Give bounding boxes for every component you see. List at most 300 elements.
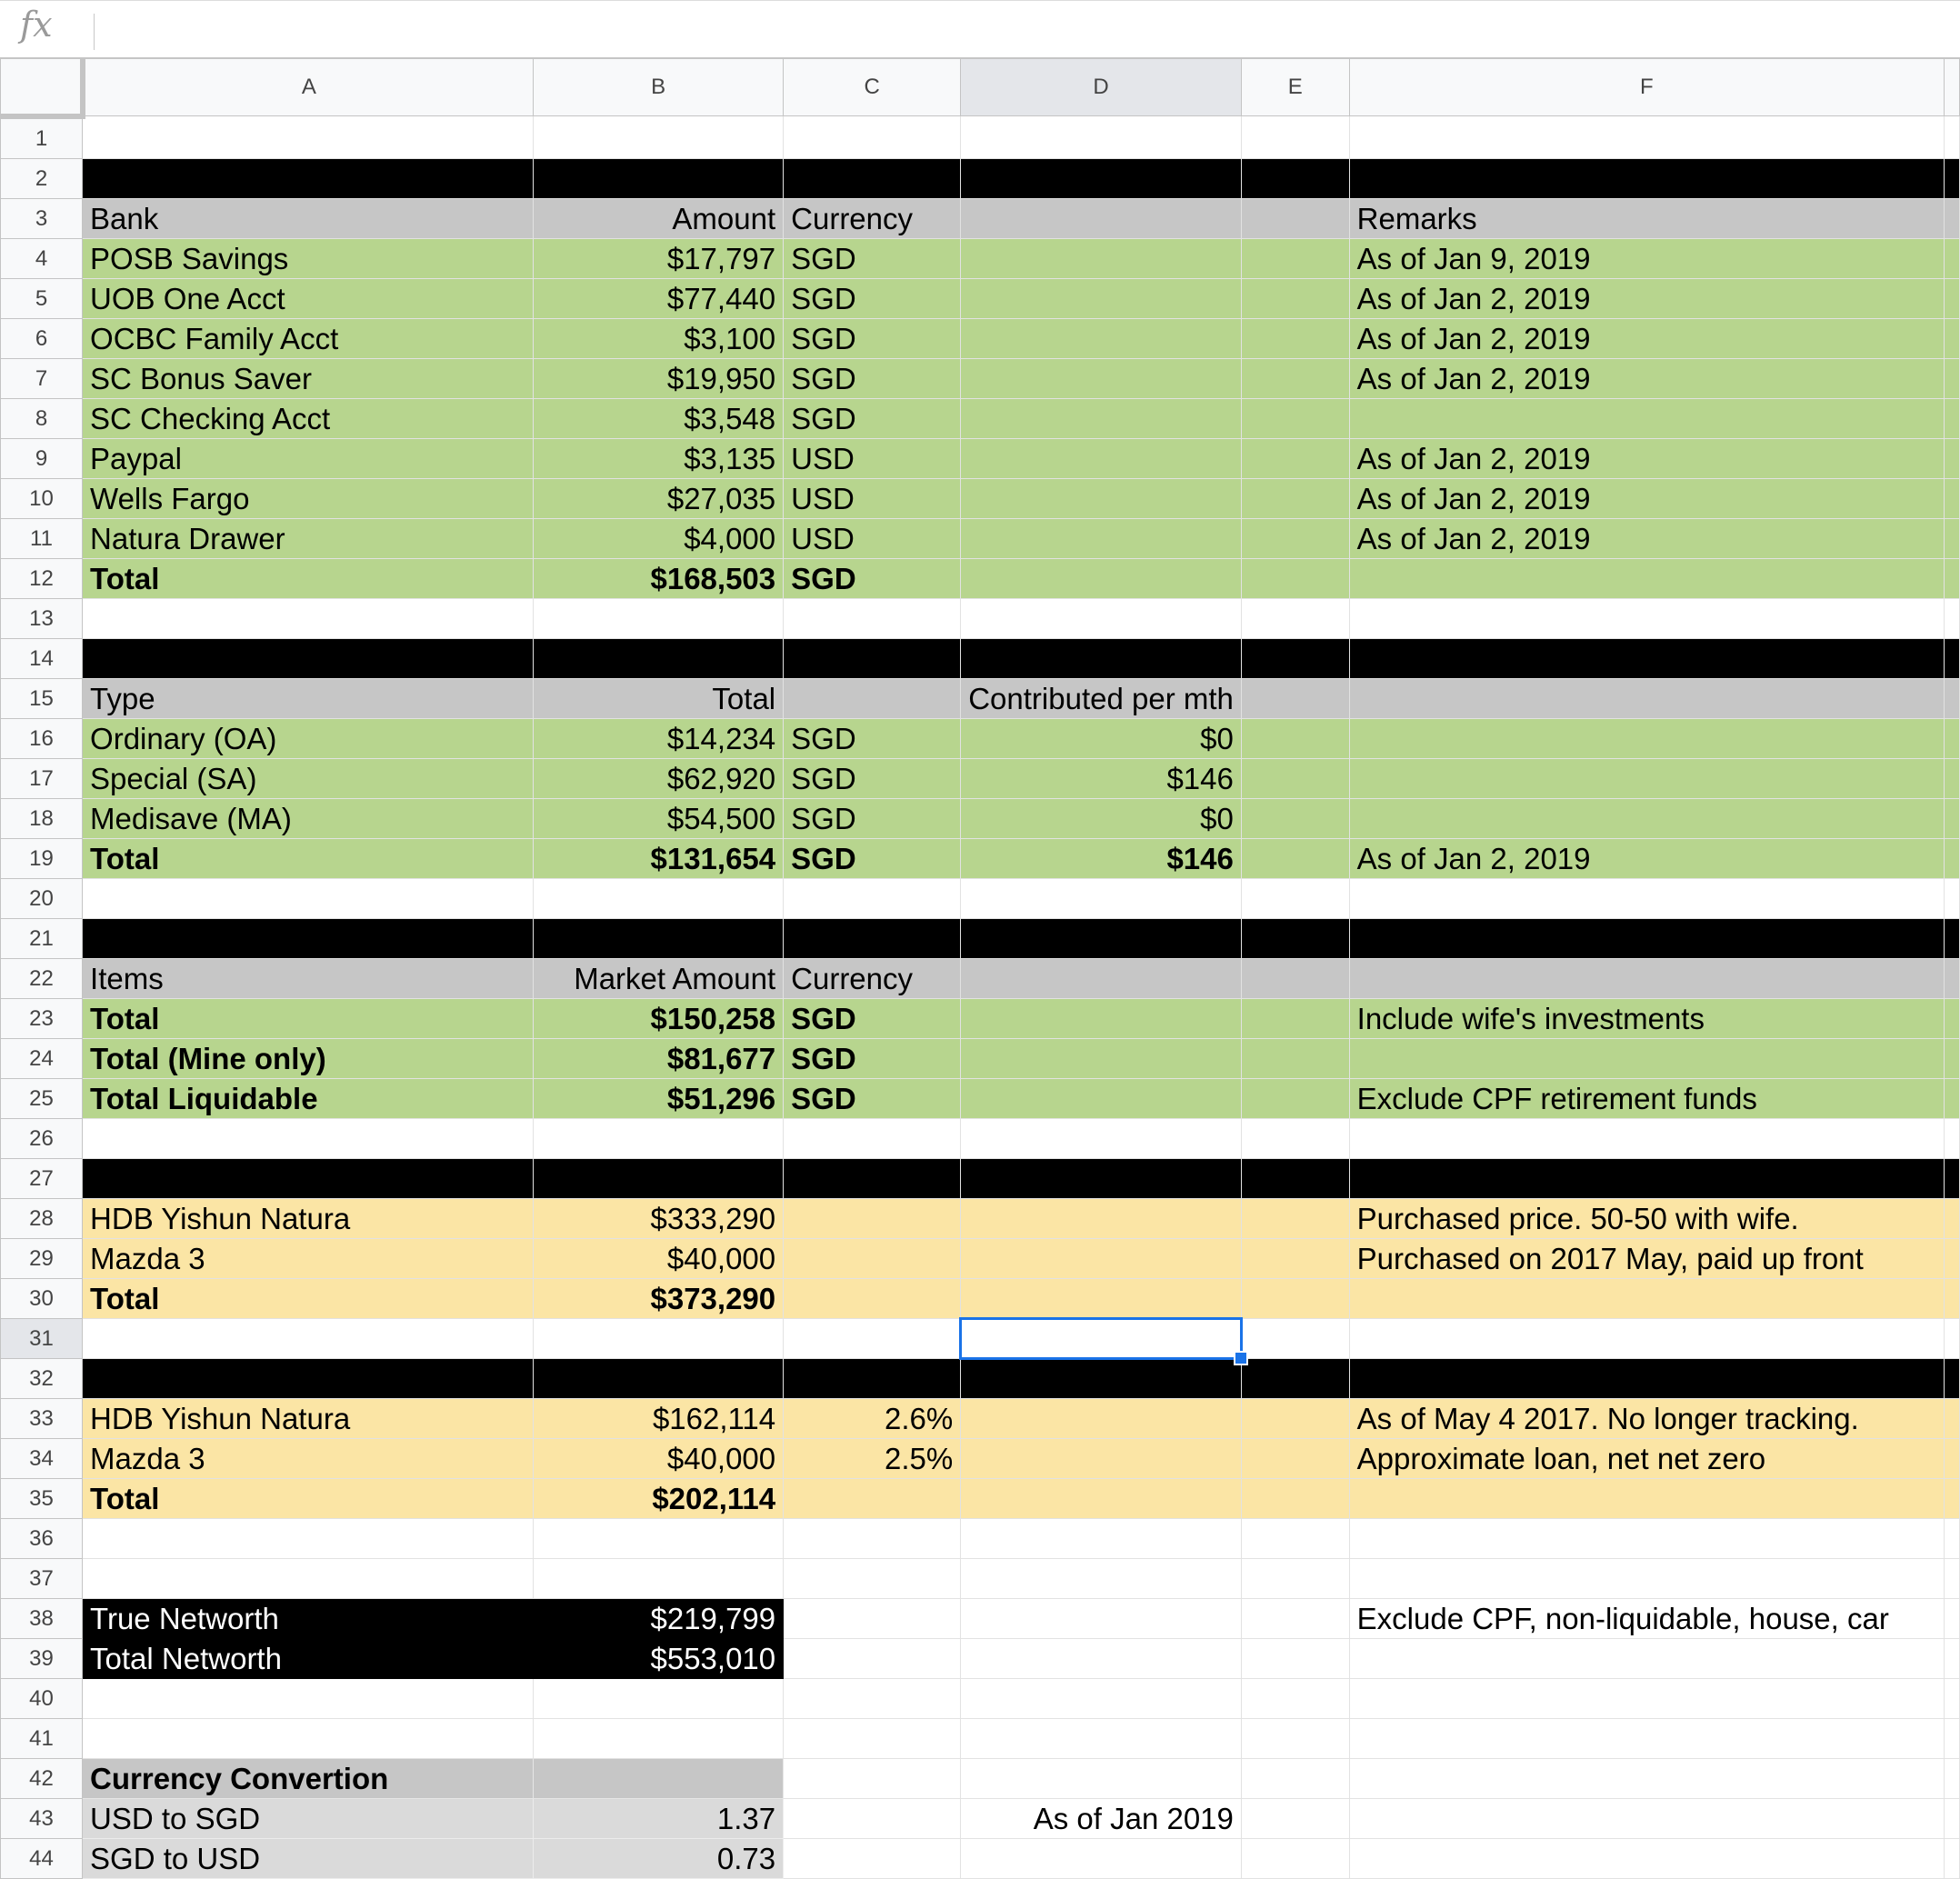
cell-D14[interactable] bbox=[961, 638, 1242, 678]
row-header-14[interactable]: 14 bbox=[1, 638, 83, 678]
cell-A25[interactable]: Total Liquidable bbox=[83, 1078, 534, 1118]
cell-F33[interactable]: As of May 4 2017. No longer tracking. bbox=[1349, 1398, 1944, 1438]
cell-F3[interactable]: Remarks bbox=[1349, 198, 1944, 238]
cell-A27[interactable]: Other Assets bbox=[83, 1158, 534, 1198]
cell-E1[interactable] bbox=[1241, 116, 1349, 159]
cell-B21[interactable] bbox=[534, 918, 784, 958]
cell-C40[interactable] bbox=[784, 1678, 961, 1718]
cell-D35[interactable] bbox=[961, 1478, 1242, 1518]
row-header-15[interactable]: 15 bbox=[1, 678, 83, 718]
cell-D36[interactable] bbox=[961, 1518, 1242, 1558]
row-header-8[interactable]: 8 bbox=[1, 398, 83, 438]
cell-A9[interactable]: Paypal bbox=[83, 438, 534, 478]
cell-E20[interactable] bbox=[1241, 878, 1349, 918]
cell-F27[interactable] bbox=[1349, 1158, 1944, 1198]
row-header-18[interactable]: 18 bbox=[1, 798, 83, 838]
cell-E18[interactable] bbox=[1241, 798, 1349, 838]
cell-B29[interactable]: $40,000 bbox=[534, 1238, 784, 1278]
cell-C15[interactable] bbox=[784, 678, 961, 718]
cell-D34[interactable] bbox=[961, 1438, 1242, 1478]
cell-A23[interactable]: Total bbox=[83, 998, 534, 1038]
cell-A3[interactable]: Bank bbox=[83, 198, 534, 238]
cell-D20[interactable] bbox=[961, 878, 1242, 918]
column-header-e[interactable]: E bbox=[1241, 59, 1349, 116]
cell-B22[interactable]: Market Amount bbox=[534, 958, 784, 998]
cell-E34[interactable] bbox=[1241, 1438, 1349, 1478]
cell-B5[interactable]: $77,440 bbox=[534, 278, 784, 318]
cell-B27[interactable]: Value bbox=[534, 1158, 784, 1198]
cell-E24[interactable] bbox=[1241, 1038, 1349, 1078]
cell-B31[interactable] bbox=[534, 1318, 784, 1358]
cell-C33[interactable]: 2.6% bbox=[784, 1398, 961, 1438]
cell-E7[interactable] bbox=[1241, 358, 1349, 398]
row-header-31[interactable]: 31 bbox=[1, 1318, 83, 1358]
cell-C9[interactable]: USD bbox=[784, 438, 961, 478]
cell-B40[interactable] bbox=[534, 1678, 784, 1718]
cell-D37[interactable] bbox=[961, 1558, 1242, 1598]
cell-E23[interactable] bbox=[1241, 998, 1349, 1038]
cell-B6[interactable]: $3,100 bbox=[534, 318, 784, 358]
cell-B33[interactable]: $162,114 bbox=[534, 1398, 784, 1438]
cell-B39[interactable]: $553,010 bbox=[534, 1638, 784, 1678]
cell-D7[interactable] bbox=[961, 358, 1242, 398]
cell-F18[interactable] bbox=[1349, 798, 1944, 838]
cell-D29[interactable] bbox=[961, 1238, 1242, 1278]
cell-C5[interactable]: SGD bbox=[784, 278, 961, 318]
cell-D21[interactable] bbox=[961, 918, 1242, 958]
row-header-32[interactable]: 32 bbox=[1, 1358, 83, 1398]
cell-A44[interactable]: SGD to USD bbox=[83, 1838, 534, 1878]
cell-E26[interactable] bbox=[1241, 1118, 1349, 1158]
cell-F11[interactable]: As of Jan 2, 2019 bbox=[1349, 518, 1944, 558]
row-header-41[interactable]: 41 bbox=[1, 1718, 83, 1758]
cell-E42[interactable] bbox=[1241, 1758, 1349, 1798]
cell-E21[interactable] bbox=[1241, 918, 1349, 958]
cell-B34[interactable]: $40,000 bbox=[534, 1438, 784, 1478]
cell-C12[interactable]: SGD bbox=[784, 558, 961, 598]
cell-F8[interactable] bbox=[1349, 398, 1944, 438]
cell-E19[interactable] bbox=[1241, 838, 1349, 878]
cell-C8[interactable]: SGD bbox=[784, 398, 961, 438]
cell-E32[interactable] bbox=[1241, 1358, 1349, 1398]
cell-A40[interactable] bbox=[83, 1678, 534, 1718]
cell-C31[interactable] bbox=[784, 1318, 961, 1358]
cell-B2[interactable] bbox=[534, 158, 784, 198]
cell-C1[interactable] bbox=[784, 116, 961, 159]
cell-F36[interactable] bbox=[1349, 1518, 1944, 1558]
cell-E12[interactable] bbox=[1241, 558, 1349, 598]
cell-D19[interactable]: $146 bbox=[961, 838, 1242, 878]
cell-B13[interactable] bbox=[534, 598, 784, 638]
cell-F43[interactable] bbox=[1349, 1798, 1944, 1838]
cell-D40[interactable] bbox=[961, 1678, 1242, 1718]
cell-F29[interactable]: Purchased on 2017 May, paid up front bbox=[1349, 1238, 1944, 1278]
select-all-corner[interactable] bbox=[1, 59, 83, 116]
cell-E25[interactable] bbox=[1241, 1078, 1349, 1118]
cell-E4[interactable] bbox=[1241, 238, 1349, 278]
cell-A15[interactable]: Type bbox=[83, 678, 534, 718]
cell-E8[interactable] bbox=[1241, 398, 1349, 438]
cell-E3[interactable] bbox=[1241, 198, 1349, 238]
cell-B42[interactable] bbox=[534, 1758, 784, 1798]
column-header-a[interactable]: A bbox=[83, 59, 534, 116]
cell-C11[interactable]: USD bbox=[784, 518, 961, 558]
cell-D16[interactable]: $0 bbox=[961, 718, 1242, 758]
column-header-b[interactable]: B bbox=[534, 59, 784, 116]
cell-C37[interactable] bbox=[784, 1558, 961, 1598]
selection-fill-handle[interactable] bbox=[1234, 1351, 1248, 1365]
cell-B38[interactable]: $219,799 bbox=[534, 1598, 784, 1638]
cell-A41[interactable] bbox=[83, 1718, 534, 1758]
cell-A26[interactable] bbox=[83, 1118, 534, 1158]
cell-C25[interactable]: SGD bbox=[784, 1078, 961, 1118]
row-header-33[interactable]: 33 bbox=[1, 1398, 83, 1438]
cell-F16[interactable] bbox=[1349, 718, 1944, 758]
cell-D12[interactable] bbox=[961, 558, 1242, 598]
cell-F35[interactable] bbox=[1349, 1478, 1944, 1518]
row-header-29[interactable]: 29 bbox=[1, 1238, 83, 1278]
cell-F32[interactable] bbox=[1349, 1358, 1944, 1398]
cell-D32[interactable] bbox=[961, 1358, 1242, 1398]
cell-F9[interactable]: As of Jan 2, 2019 bbox=[1349, 438, 1944, 478]
cell-D23[interactable] bbox=[961, 998, 1242, 1038]
cell-A8[interactable]: SC Checking Acct bbox=[83, 398, 534, 438]
cell-A1[interactable] bbox=[83, 116, 534, 159]
row-header-20[interactable]: 20 bbox=[1, 878, 83, 918]
cell-E30[interactable] bbox=[1241, 1278, 1349, 1318]
cell-A4[interactable]: POSB Savings bbox=[83, 238, 534, 278]
cell-D42[interactable] bbox=[961, 1758, 1242, 1798]
row-header-16[interactable]: 16 bbox=[1, 718, 83, 758]
cell-F20[interactable] bbox=[1349, 878, 1944, 918]
cell-E27[interactable] bbox=[1241, 1158, 1349, 1198]
cell-D27[interactable] bbox=[961, 1158, 1242, 1198]
cell-B41[interactable] bbox=[534, 1718, 784, 1758]
cell-D6[interactable] bbox=[961, 318, 1242, 358]
cell-B8[interactable]: $3,548 bbox=[534, 398, 784, 438]
row-header-5[interactable]: 5 bbox=[1, 278, 83, 318]
row-header-22[interactable]: 22 bbox=[1, 958, 83, 998]
cell-C36[interactable] bbox=[784, 1518, 961, 1558]
cell-C14[interactable] bbox=[784, 638, 961, 678]
column-header-d[interactable]: D bbox=[961, 59, 1242, 116]
cell-A2[interactable]: Bank Accounts/Cash Holdings bbox=[83, 158, 534, 198]
cell-E14[interactable] bbox=[1241, 638, 1349, 678]
formula-input[interactable] bbox=[102, 8, 1924, 54]
cell-C39[interactable] bbox=[784, 1638, 961, 1678]
cell-F26[interactable] bbox=[1349, 1118, 1944, 1158]
cell-D13[interactable] bbox=[961, 598, 1242, 638]
cell-C32[interactable]: Interest bbox=[784, 1358, 961, 1398]
cell-A43[interactable]: USD to SGD bbox=[83, 1798, 534, 1838]
cell-A13[interactable] bbox=[83, 598, 534, 638]
cell-E22[interactable] bbox=[1241, 958, 1349, 998]
row-header-6[interactable]: 6 bbox=[1, 318, 83, 358]
cell-A21[interactable]: Investments bbox=[83, 918, 534, 958]
cell-F1[interactable] bbox=[1349, 116, 1944, 159]
cell-E39[interactable] bbox=[1241, 1638, 1349, 1678]
cell-F42[interactable] bbox=[1349, 1758, 1944, 1798]
row-header-44[interactable]: 44 bbox=[1, 1838, 83, 1878]
cell-F12[interactable] bbox=[1349, 558, 1944, 598]
cell-F7[interactable]: As of Jan 2, 2019 bbox=[1349, 358, 1944, 398]
cell-C7[interactable]: SGD bbox=[784, 358, 961, 398]
cell-B23[interactable]: $150,258 bbox=[534, 998, 784, 1038]
row-header-38[interactable]: 38 bbox=[1, 1598, 83, 1638]
row-header-11[interactable]: 11 bbox=[1, 518, 83, 558]
cell-C21[interactable] bbox=[784, 918, 961, 958]
cell-B9[interactable]: $3,135 bbox=[534, 438, 784, 478]
cell-F15[interactable] bbox=[1349, 678, 1944, 718]
cell-E33[interactable] bbox=[1241, 1398, 1349, 1438]
cell-A35[interactable]: Total bbox=[83, 1478, 534, 1518]
cell-A11[interactable]: Natura Drawer bbox=[83, 518, 534, 558]
cell-F19[interactable]: As of Jan 2, 2019 bbox=[1349, 838, 1944, 878]
cell-F39[interactable] bbox=[1349, 1638, 1944, 1678]
cell-E6[interactable] bbox=[1241, 318, 1349, 358]
row-header-2[interactable]: 2 bbox=[1, 158, 83, 198]
cell-C43[interactable] bbox=[784, 1798, 961, 1838]
cell-A34[interactable]: Mazda 3 bbox=[83, 1438, 534, 1478]
cell-E36[interactable] bbox=[1241, 1518, 1349, 1558]
cell-D33[interactable] bbox=[961, 1398, 1242, 1438]
cell-A12[interactable]: Total bbox=[83, 558, 534, 598]
cell-E38[interactable] bbox=[1241, 1598, 1349, 1638]
cell-A24[interactable]: Total (Mine only) bbox=[83, 1038, 534, 1078]
cell-D44[interactable] bbox=[961, 1838, 1242, 1878]
cell-E11[interactable] bbox=[1241, 518, 1349, 558]
cell-F5[interactable]: As of Jan 2, 2019 bbox=[1349, 278, 1944, 318]
cell-C2[interactable] bbox=[784, 158, 961, 198]
row-header-42[interactable]: 42 bbox=[1, 1758, 83, 1798]
row-header-21[interactable]: 21 bbox=[1, 918, 83, 958]
cell-F41[interactable] bbox=[1349, 1718, 1944, 1758]
cell-F38[interactable]: Exclude CPF, non-liquidable, house, car bbox=[1349, 1598, 1944, 1638]
cell-C6[interactable]: SGD bbox=[784, 318, 961, 358]
cell-E43[interactable] bbox=[1241, 1798, 1349, 1838]
cell-F25[interactable]: Exclude CPF retirement funds bbox=[1349, 1078, 1944, 1118]
cell-A16[interactable]: Ordinary (OA) bbox=[83, 718, 534, 758]
cell-B1[interactable] bbox=[534, 116, 784, 159]
cell-A17[interactable]: Special (SA) bbox=[83, 758, 534, 798]
row-header-39[interactable]: 39 bbox=[1, 1638, 83, 1678]
cell-E29[interactable] bbox=[1241, 1238, 1349, 1278]
cell-A20[interactable] bbox=[83, 878, 534, 918]
cell-F17[interactable] bbox=[1349, 758, 1944, 798]
cell-C10[interactable]: USD bbox=[784, 478, 961, 518]
cell-F6[interactable]: As of Jan 2, 2019 bbox=[1349, 318, 1944, 358]
cell-A31[interactable] bbox=[83, 1318, 534, 1358]
cell-F40[interactable] bbox=[1349, 1678, 1944, 1718]
cell-B10[interactable]: $27,035 bbox=[534, 478, 784, 518]
cell-B18[interactable]: $54,500 bbox=[534, 798, 784, 838]
cell-B32[interactable]: Outstanding bbox=[534, 1358, 784, 1398]
cell-E9[interactable] bbox=[1241, 438, 1349, 478]
cell-A42[interactable]: Currency Convertion bbox=[83, 1758, 534, 1798]
cell-E5[interactable] bbox=[1241, 278, 1349, 318]
cell-F13[interactable] bbox=[1349, 598, 1944, 638]
row-header-37[interactable]: 37 bbox=[1, 1558, 83, 1598]
cell-C28[interactable] bbox=[784, 1198, 961, 1238]
row-header-12[interactable]: 12 bbox=[1, 558, 83, 598]
cell-B11[interactable]: $4,000 bbox=[534, 518, 784, 558]
cell-A37[interactable] bbox=[83, 1558, 534, 1598]
row-header-27[interactable]: 27 bbox=[1, 1158, 83, 1198]
cell-F4[interactable]: As of Jan 9, 2019 bbox=[1349, 238, 1944, 278]
row-header-35[interactable]: 35 bbox=[1, 1478, 83, 1518]
cell-D8[interactable] bbox=[961, 398, 1242, 438]
cell-A14[interactable]: CPF bbox=[83, 638, 534, 678]
cell-B28[interactable]: $333,290 bbox=[534, 1198, 784, 1238]
cell-C13[interactable] bbox=[784, 598, 961, 638]
cell-F28[interactable]: Purchased price. 50-50 with wife. bbox=[1349, 1198, 1944, 1238]
cell-D38[interactable] bbox=[961, 1598, 1242, 1638]
cell-D2[interactable] bbox=[961, 158, 1242, 198]
cell-E13[interactable] bbox=[1241, 598, 1349, 638]
cell-F30[interactable] bbox=[1349, 1278, 1944, 1318]
cell-C16[interactable]: SGD bbox=[784, 718, 961, 758]
cell-E37[interactable] bbox=[1241, 1558, 1349, 1598]
cell-F37[interactable] bbox=[1349, 1558, 1944, 1598]
cell-A22[interactable]: Items bbox=[83, 958, 534, 998]
cell-F14[interactable] bbox=[1349, 638, 1944, 678]
cell-B15[interactable]: Total bbox=[534, 678, 784, 718]
cell-C17[interactable]: SGD bbox=[784, 758, 961, 798]
row-header-1[interactable]: 1 bbox=[1, 116, 83, 159]
cell-D39[interactable] bbox=[961, 1638, 1242, 1678]
cell-E15[interactable] bbox=[1241, 678, 1349, 718]
cell-D24[interactable] bbox=[961, 1038, 1242, 1078]
cell-C26[interactable] bbox=[784, 1118, 961, 1158]
cell-C41[interactable] bbox=[784, 1718, 961, 1758]
cell-F31[interactable] bbox=[1349, 1318, 1944, 1358]
cell-E41[interactable] bbox=[1241, 1718, 1349, 1758]
cell-C20[interactable] bbox=[784, 878, 961, 918]
cell-B3[interactable]: Amount bbox=[534, 198, 784, 238]
cell-A36[interactable] bbox=[83, 1518, 534, 1558]
cell-C3[interactable]: Currency bbox=[784, 198, 961, 238]
cell-B12[interactable]: $168,503 bbox=[534, 558, 784, 598]
cell-B16[interactable]: $14,234 bbox=[534, 718, 784, 758]
cell-D1[interactable] bbox=[961, 116, 1242, 159]
cell-D28[interactable] bbox=[961, 1198, 1242, 1238]
cell-C19[interactable]: SGD bbox=[784, 838, 961, 878]
cell-E31[interactable] bbox=[1241, 1318, 1349, 1358]
row-header-7[interactable]: 7 bbox=[1, 358, 83, 398]
cell-B43[interactable]: 1.37 bbox=[534, 1798, 784, 1838]
cell-C42[interactable] bbox=[784, 1758, 961, 1798]
row-header-25[interactable]: 25 bbox=[1, 1078, 83, 1118]
cell-B19[interactable]: $131,654 bbox=[534, 838, 784, 878]
cell-A19[interactable]: Total bbox=[83, 838, 534, 878]
row-header-26[interactable]: 26 bbox=[1, 1118, 83, 1158]
cell-D9[interactable] bbox=[961, 438, 1242, 478]
cell-B37[interactable] bbox=[534, 1558, 784, 1598]
row-header-40[interactable]: 40 bbox=[1, 1678, 83, 1718]
cell-C34[interactable]: 2.5% bbox=[784, 1438, 961, 1478]
cell-A7[interactable]: SC Bonus Saver bbox=[83, 358, 534, 398]
cell-D18[interactable]: $0 bbox=[961, 798, 1242, 838]
cell-F44[interactable] bbox=[1349, 1838, 1944, 1878]
cell-B17[interactable]: $62,920 bbox=[534, 758, 784, 798]
cell-A33[interactable]: HDB Yishun Natura bbox=[83, 1398, 534, 1438]
cell-A18[interactable]: Medisave (MA) bbox=[83, 798, 534, 838]
cell-A6[interactable]: OCBC Family Acct bbox=[83, 318, 534, 358]
cell-B35[interactable]: $202,114 bbox=[534, 1478, 784, 1518]
cell-C23[interactable]: SGD bbox=[784, 998, 961, 1038]
cell-E40[interactable] bbox=[1241, 1678, 1349, 1718]
cell-B25[interactable]: $51,296 bbox=[534, 1078, 784, 1118]
cell-D15[interactable]: Contributed per mth bbox=[961, 678, 1242, 718]
row-header-9[interactable]: 9 bbox=[1, 438, 83, 478]
column-header-c[interactable]: C bbox=[784, 59, 961, 116]
cell-A38[interactable]: True Networth bbox=[83, 1598, 534, 1638]
row-header-4[interactable]: 4 bbox=[1, 238, 83, 278]
cell-E16[interactable] bbox=[1241, 718, 1349, 758]
row-header-19[interactable]: 19 bbox=[1, 838, 83, 878]
cell-E28[interactable] bbox=[1241, 1198, 1349, 1238]
row-header-23[interactable]: 23 bbox=[1, 998, 83, 1038]
cell-D17[interactable]: $146 bbox=[961, 758, 1242, 798]
cell-C18[interactable]: SGD bbox=[784, 798, 961, 838]
cell-B44[interactable]: 0.73 bbox=[534, 1838, 784, 1878]
cell-F2[interactable] bbox=[1349, 158, 1944, 198]
cell-E44[interactable] bbox=[1241, 1838, 1349, 1878]
cell-D26[interactable] bbox=[961, 1118, 1242, 1158]
cell-E10[interactable] bbox=[1241, 478, 1349, 518]
row-header-36[interactable]: 36 bbox=[1, 1518, 83, 1558]
cell-F21[interactable] bbox=[1349, 918, 1944, 958]
cell-A28[interactable]: HDB Yishun Natura bbox=[83, 1198, 534, 1238]
column-header-f[interactable]: F bbox=[1349, 59, 1944, 116]
row-header-34[interactable]: 34 bbox=[1, 1438, 83, 1478]
cell-F23[interactable]: Include wife's investments bbox=[1349, 998, 1944, 1038]
cell-D41[interactable] bbox=[961, 1718, 1242, 1758]
cell-D43[interactable]: As of Jan 2019 bbox=[961, 1798, 1242, 1838]
cell-E2[interactable] bbox=[1241, 158, 1349, 198]
cell-C44[interactable] bbox=[784, 1838, 961, 1878]
cell-C4[interactable]: SGD bbox=[784, 238, 961, 278]
cell-D30[interactable] bbox=[961, 1278, 1242, 1318]
cell-B7[interactable]: $19,950 bbox=[534, 358, 784, 398]
cell-A30[interactable]: Total bbox=[83, 1278, 534, 1318]
cell-C22[interactable]: Currency bbox=[784, 958, 961, 998]
cell-F34[interactable]: Approximate loan, net net zero bbox=[1349, 1438, 1944, 1478]
row-header-13[interactable]: 13 bbox=[1, 598, 83, 638]
cell-F24[interactable] bbox=[1349, 1038, 1944, 1078]
cell-C38[interactable] bbox=[784, 1598, 961, 1638]
cell-D22[interactable] bbox=[961, 958, 1242, 998]
cell-D31[interactable] bbox=[961, 1318, 1242, 1358]
cell-C29[interactable] bbox=[784, 1238, 961, 1278]
cell-B4[interactable]: $17,797 bbox=[534, 238, 784, 278]
row-header-24[interactable]: 24 bbox=[1, 1038, 83, 1078]
cell-D25[interactable] bbox=[961, 1078, 1242, 1118]
cell-A10[interactable]: Wells Fargo bbox=[83, 478, 534, 518]
row-header-28[interactable]: 28 bbox=[1, 1198, 83, 1238]
cell-E17[interactable] bbox=[1241, 758, 1349, 798]
row-header-3[interactable]: 3 bbox=[1, 198, 83, 238]
cell-B30[interactable]: $373,290 bbox=[534, 1278, 784, 1318]
cell-A39[interactable]: Total Networth bbox=[83, 1638, 534, 1678]
row-header-30[interactable]: 30 bbox=[1, 1278, 83, 1318]
row-header-43[interactable]: 43 bbox=[1, 1798, 83, 1838]
cell-A29[interactable]: Mazda 3 bbox=[83, 1238, 534, 1278]
cell-D4[interactable] bbox=[961, 238, 1242, 278]
cell-B14[interactable] bbox=[534, 638, 784, 678]
cell-C35[interactable] bbox=[784, 1478, 961, 1518]
cell-A32[interactable]: Other Loans bbox=[83, 1358, 534, 1398]
